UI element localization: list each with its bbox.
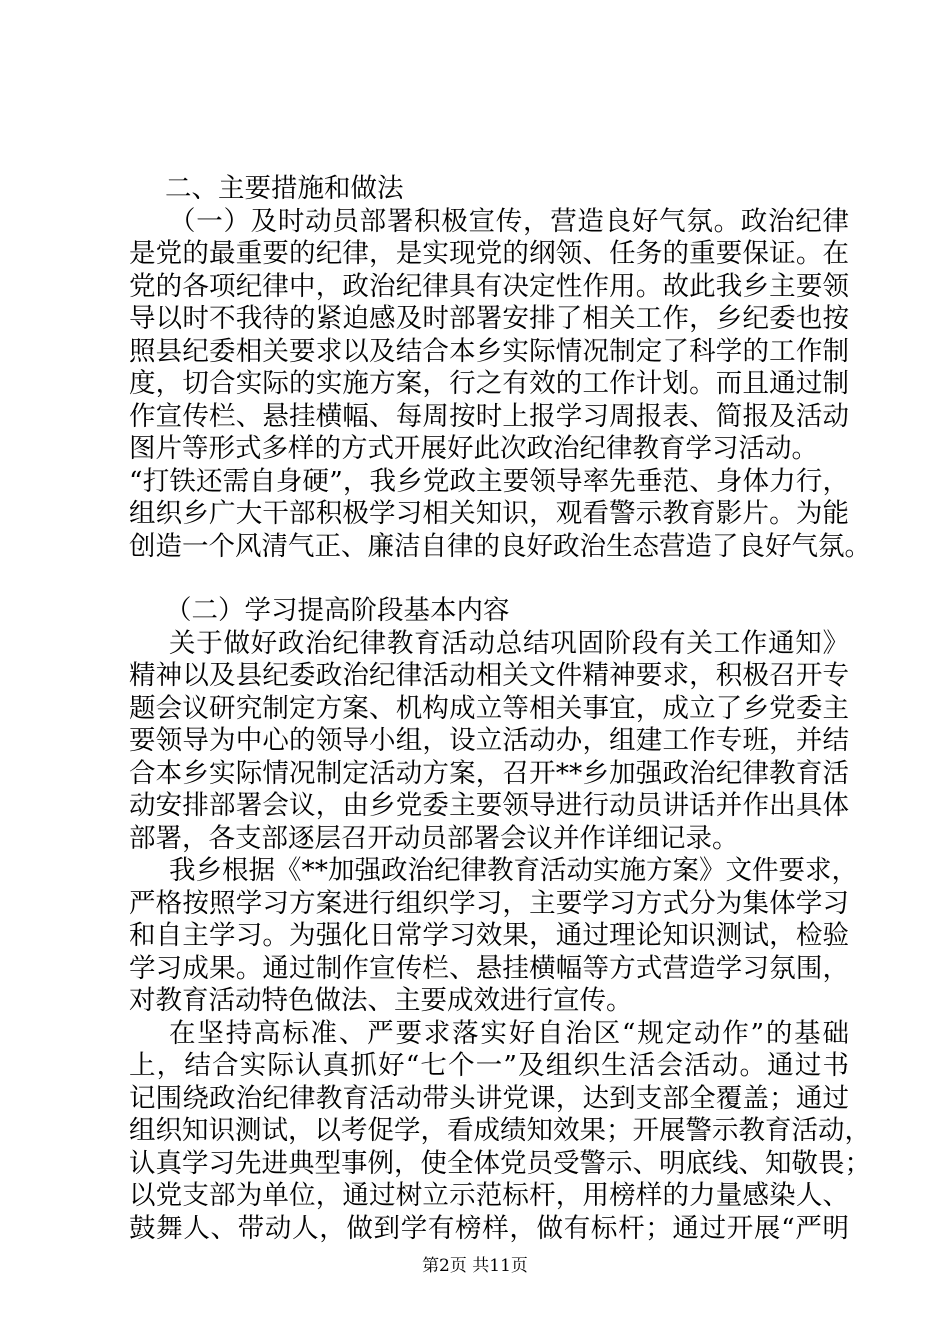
paragraph-line: 合本乡实际情况制定活动方案，召开**乡加强政治纪律教育活 bbox=[129, 757, 849, 789]
paragraph-line: 部署，各支部逐层召开动员部署会议并作详细记录。 bbox=[129, 822, 739, 854]
paragraph-line: 动安排部署会议，由乡党委主要领导进行动员讲话并作出具体 bbox=[129, 790, 849, 821]
paragraph-line: 上，结合实际认真抓好“七个一”及组织生活会活动。通过书 bbox=[129, 1050, 849, 1081]
paragraph-line: 图片等形式多样的方式开展好此次政治纪律教育学习活动。 bbox=[129, 433, 818, 464]
paragraph-line: 创造一个风清气正、廉洁自律的良好政治生态营造了良好气氛。 bbox=[129, 530, 871, 562]
paragraph-line: 作宣传栏、悬挂横幅、每周按时上报学习周报表、简报及活动 bbox=[129, 400, 849, 432]
paragraph-line: 以党支部为单位，通过树立示范标杆，用榜样的力量感染人、 bbox=[129, 1180, 849, 1211]
paragraph-line: 要领导为中心的领导小组，设立活动办，组建工作专班，并结 bbox=[129, 725, 849, 756]
page-number-footer: 第2页 共11页 bbox=[422, 1256, 528, 1276]
paragraph-line: 照县纪委相关要求以及结合本乡实际情况制定了科学的工作制 bbox=[129, 335, 849, 367]
paragraph-line: 题会议研究制定方案、机构成立等相关事宜，成立了乡党委主 bbox=[129, 692, 849, 724]
paragraph-line: 精神以及县纪委政治纪律活动相关文件精神要求，积极召开专 bbox=[129, 660, 849, 691]
paragraph-line: 认真学习先进典型事例，使全体党员受警示、明底线、知敬畏； bbox=[129, 1147, 871, 1179]
document-body bbox=[129, 173, 871, 1245]
paragraph-line: 组织知识测试，以考促学，看成绩知效果；开展警示教育活动， bbox=[129, 1115, 871, 1146]
paragraph-line: 学习成果。通过制作宣传栏、悬挂横幅等方式营造学习氛围， bbox=[129, 952, 849, 984]
paragraph-line: 在坚持高标准、严要求落实好自治区“规定动作”的基础 bbox=[169, 1017, 849, 1049]
paragraph-line: 严格按照学习方案进行组织学习，主要学习方式分为集体学习 bbox=[129, 887, 849, 919]
paragraph-line: 是党的最重要的纪律，是实现党的纲领、任务的重要保证。在 bbox=[129, 238, 849, 269]
paragraph-line: 关于做好政治纪律教育活动总结巩固阶段有关工作通知》 bbox=[169, 627, 849, 659]
subsection-heading: （二）学习提高阶段基本内容 bbox=[165, 595, 510, 626]
paragraph-line: 导以时不我待的紧迫感及时部署安排了相关工作，乡纪委也按 bbox=[129, 303, 849, 334]
paragraph-line: 我乡根据《**加强政治纪律教育活动实施方案》文件要求， bbox=[169, 855, 858, 886]
paragraph-line: 党的各项纪律中，政治纪律具有决定性作用。故此我乡主要领 bbox=[129, 270, 849, 302]
paragraph-line: 记围绕政治纪律教育活动带头讲党课，达到支部全覆盖；通过 bbox=[129, 1082, 849, 1114]
paragraph-line: “打铁还需自身硬”，我乡党政主要领导率先垂范、身体力行， bbox=[129, 465, 849, 497]
paragraph-line: 对教育活动特色做法、主要成效进行宣传。 bbox=[129, 985, 633, 1016]
paragraph-line: 组织乡广大干部积极学习相关知识，观看警示教育影片。为能 bbox=[129, 498, 849, 529]
section-heading: 二、主要措施和做法 bbox=[165, 173, 404, 204]
paragraph-gap bbox=[129, 563, 849, 595]
paragraph-line: 和自主学习。为强化日常学习效果，通过理论知识测试，检验 bbox=[129, 920, 849, 951]
paragraph-line: 度，切合实际的实施方案，行之有效的工作计划。而且通过制 bbox=[129, 368, 849, 399]
paragraph-line: （一）及时动员部署积极宣传，营造良好气氛。政治纪律 bbox=[169, 205, 849, 237]
paragraph-line: 鼓舞人、带动人，做到学有榜样，做有标杆；通过开展“严明 bbox=[129, 1212, 849, 1244]
